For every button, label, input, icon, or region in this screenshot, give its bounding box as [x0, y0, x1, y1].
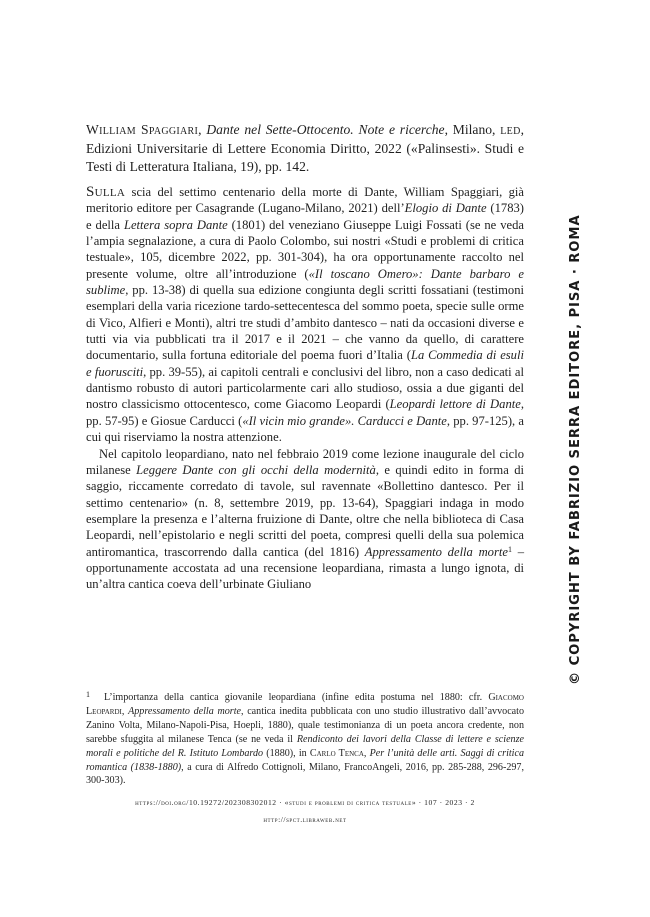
text-run: , [363, 747, 370, 759]
paragraph-1 [86, 184, 524, 446]
italic-title: Leopardi lettore di Dante [389, 397, 521, 412]
review-body [86, 184, 524, 593]
italic-title: Elogio di Dante [404, 201, 487, 216]
book-author: William Spaggiari [86, 122, 199, 137]
paragraph-2 [86, 446, 524, 593]
italic-title: La Commedia di esuli e fuorusciti [86, 348, 524, 379]
small-caps-author: Giacomo Leopardi [86, 692, 524, 717]
opening-word: Sulla [86, 184, 126, 200]
italic-title: Rendiconto dei lavori della Classe di lettere e scienze morali e politiche del R. Istituto Lombardo [86, 733, 525, 759]
footnote-1 [86, 688, 524, 788]
imprint-part-1: , Milano, [444, 122, 496, 137]
doi-footer[interactable]: https://doi.org/10.19272/202308302012 · «studi e problemi di critica testuale» · 107 · 2023 · 2 [135, 798, 475, 807]
text-run: (1801) del veneziano Giuseppe Luigi Fossati (se ne veda l’ampia segnalazione, a cura di Paolo Colombo, sui nostri «Studi e problemi di critica testuale», 105, dicembre 2022, pp. 301-304), ha ora opportunamente raccolto nel presente volume, oltre all’introduzione ( [86, 217, 524, 281]
book-citation-header: William Spaggiari, Dante nel Sette-Ottocento. Note e ricerche, Milano, led, Edizioni Universitarie di Lettere Economia Diritto, 2022 («Palinsesti». Studi e Testi di Letteratura Italiana, 19), pp. 142. [86, 122, 524, 175]
text-run: Nel capitolo leopardiano, nato nel febbraio 2019 come lezione inaugurale del ciclo milanese [86, 446, 524, 477]
imprint-part-2: , Edizioni Universitarie di Lettere Economia Diritto, 2022 («Palinsesti». Studi e Testi di Letteratura Italiana, 19), pp. 142. [86, 122, 524, 175]
text-run: (1880), in [263, 747, 310, 759]
text-run: scia del settimo centenario della morte di Dante, William Spaggiari, già meritorio editore per Casagrande (Lugano-Milano, 2021) dell’ [86, 185, 524, 216]
text-run: (1783) e della [86, 201, 524, 232]
website-footer[interactable]: http://spct.libraweb.net [263, 815, 347, 824]
footnote-reference[interactable]: 1 [507, 544, 512, 554]
text-run: , [121, 705, 129, 717]
italic-title: Appressamento della morte [128, 705, 241, 717]
small-caps-author: Carlo Tenca [309, 747, 364, 759]
italic-title: Per l’unità delle arti. Saggi di critica romantica (1838-1880) [86, 747, 525, 773]
text-run: , cantica inedita pubblicata con uno studio illustrativo dall’avvocato Zanino Volta, Milano-Napoli-Pisa, Hoepli, 1880), quale testimonianza di un poeta ancora credente, non sarebbe sfuggita al milanese Tenca (se ne veda il [86, 705, 524, 745]
italic-title: «Il vicin mio grande». Carducci e Dante [242, 413, 447, 428]
text-run: , pp. 13-38) di quella sua edizione congiunta degli scritti fossatiani (testimoni esemplari della varia ricezione tardo-settecentesca del sommo poeta, specie sulle orme di Vico, Alfieri e Monti), altri tre studi d’ambito dantesco – nati da occasioni diverse e tutti via via pubblicati tra il 2017 e il 2021 – che vanno da quello, di carattere documentario, sulla fortuna editoriale del poema fuori d’Italia ( [86, 283, 524, 363]
italic-title: «Il toscano Omero»: Dante barbaro e sublime [86, 266, 524, 298]
copyright-notice: © COPYRIGHT BY FABRIZIO SERRA EDITORE, PISA · ROMA [568, 214, 583, 685]
footnote-number: 1 [86, 690, 90, 699]
italic-title: Leggere Dante con gli occhi della modernità [136, 462, 376, 477]
text-run: – opportunamente accostata ad una recensione leopardiana, rimasta a lungo ignota, di un’altra cantica coeva dell’urbinate Giuliano [86, 544, 524, 592]
text-run: , a cura di Alfredo Cottignoli, Milano, FrancoAngeli, 2016, pp. 285-288, 296-297, 300-303). [86, 761, 524, 787]
text-run: , e quindi edito in forma di saggio, riccamente corredato di tavole, sul ravennate «Bollettino dantesco. Per il settimo centenario» (n. 8, settembre 2019, pp. 13-64), Spaggiari indaga in modo esemplare la presenza e l’alterna fruizione di Dante, oltre che nella biblioteca di Casa Leopardi, nell’epistolario e negli scritti del poeta, compresi quelli della sua polemica antiromantica, trascorrendo dalla cantica (del 1816) [86, 462, 524, 559]
italic-title: Appressamento della morte [364, 544, 508, 559]
italic-title: Lettera sopra Dante [123, 217, 228, 232]
book-title: Dante nel Sette-Ottocento. Note e ricerche [206, 122, 445, 137]
text-run: , pp. 97-125), a cui qui riserviamo la nostra attenzione. [86, 413, 525, 445]
text-run: , pp. 57-95) e Giosue Carducci ( [86, 397, 524, 428]
publisher-abbreviation: led [500, 122, 521, 137]
text-run: , pp. 39-55), ai capitoli centrali e conclusivi del libro, non a caso dedicati al dantismo robusto di autori particolarmente cari allo studioso, ossia a due giganti del nostro classicismo ottocentesco, come Giacomo Leopardi ( [86, 364, 524, 412]
text-run: L’importanza della cantica giovanile leopardiana (infine edita postuma nel 1880: cfr. [104, 692, 489, 703]
